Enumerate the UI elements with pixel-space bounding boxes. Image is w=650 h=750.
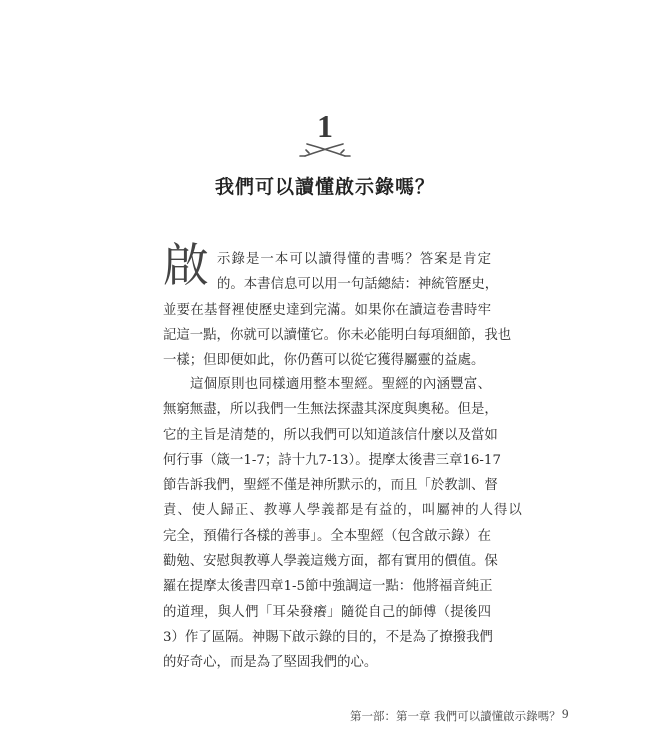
page-number: 9 [562,706,569,721]
text-line: 這個原則也同樣適用整本聖經。聖經的內涵豐富、 [190,377,491,392]
text-line: 責、使人歸正、教導人學義都是有益的，叫屬神的人得以 [163,503,523,519]
text-line: 示錄是一本可以讀得懂的書嗎？答案是肯定 [217,252,491,267]
text-line: 的好奇心，而是為了堅固我們的心。 [163,655,378,671]
paragraph-1 [163,247,512,373]
text-line: 的道理，與人們「耳朵發癢」隨從自己的師傅（提後四 [163,604,491,620]
text-line: 羅在提摩太後書四章1-5節中強調這一點：他將福音純正 [163,579,493,595]
text-line: 完全，預備行各樣的善事」。全本聖經（包含啟示錄）在 [163,528,492,544]
paragraph-2 [163,372,523,676]
text-line: 無窮無盡，所以我們一生無法探盡其深度與奧秘。但是， [163,402,498,418]
text-line: 勸勉、安慰與教導人學義這幾方面，都有實用的價值。保 [163,554,498,570]
crossed-swords-ornament-icon [295,140,355,160]
text-line: 的。本書信息可以用一句話總結：神統管歷史， [217,277,499,293]
text-line: 並要在基督裡使歷史達到完滿。如果你在讀這卷書時牢 [163,302,491,318]
drop-cap: 啟 [163,238,209,292]
chapter-number: 1 [317,108,333,144]
text-line: 一樣；但即便如此，你仍舊可以從它獲得屬靈的益處。 [163,353,485,369]
text-line: 它的主旨是清楚的，所以我們可以知道該信什麼以及當如 [163,427,498,443]
text-line: 何行事（箴一1-7；詩十九7-13）。提摩太後書三章16-17 [163,452,501,468]
text-line: 節告訴我們，聖經不僅是神所默示的，而且「於教訓、督 [163,478,498,494]
text-line: 3）作了區隔。神賜下啟示錄的目的，不是為了撩撥我們 [163,629,493,645]
running-head: 第一部：第一章 我們可以讀懂啟示錄嗎？ [350,709,561,723]
text-line: 記這一點，你就可以讀懂它。你未必能明白每項細節，我也 [163,327,512,343]
chapter-title: 我們可以讀懂啟示錄嗎？ [214,176,435,198]
